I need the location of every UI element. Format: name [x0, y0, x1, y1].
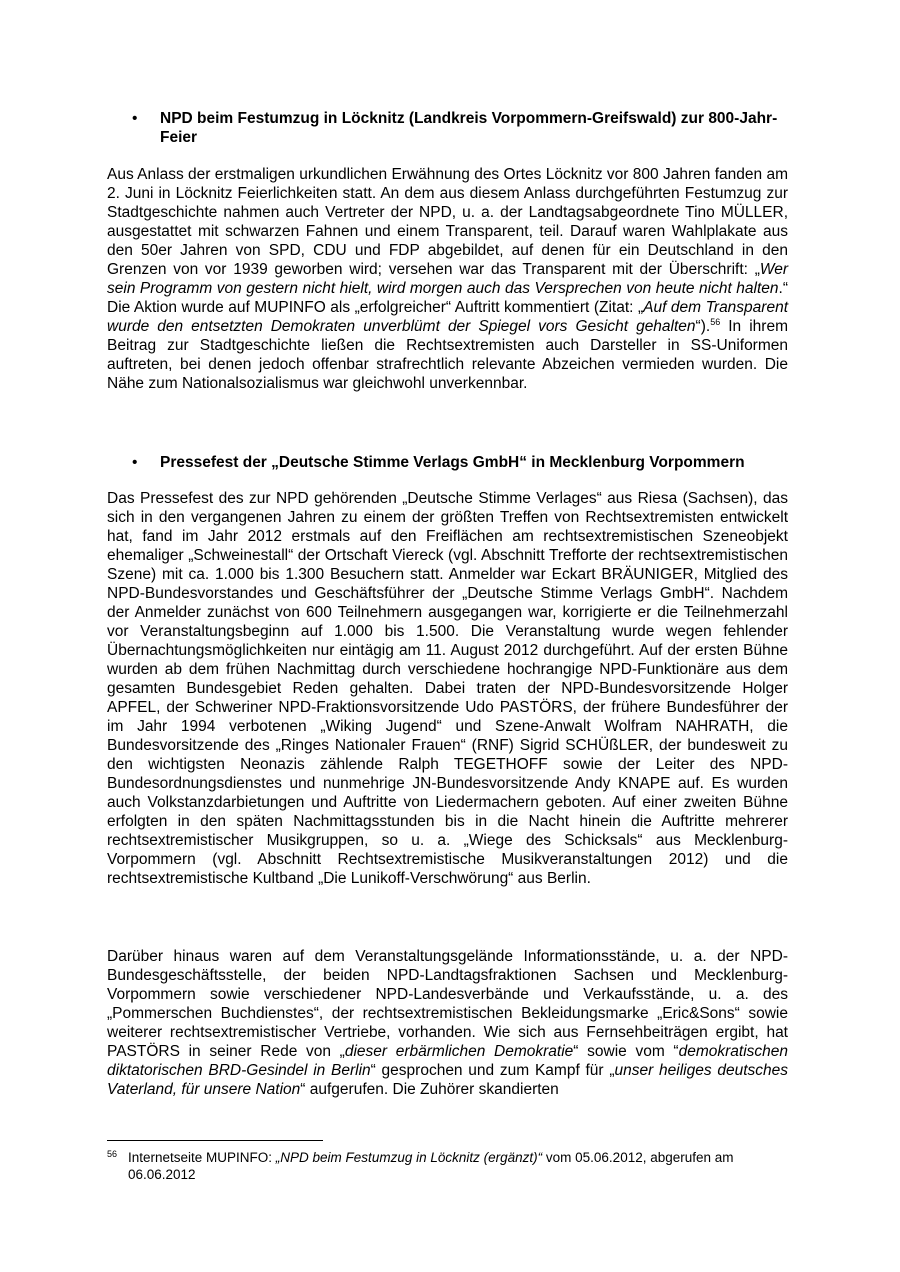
text-run: “). [695, 318, 711, 335]
quote-mupinfo: Auf dem Transparent wurde den entsetzten Demokraten unverblümt der Spiegel vors Gesicht gehalten [107, 299, 789, 335]
text-run: Darüber hinaus waren auf dem Veranstaltungsgelände Informationsstände, u. a. der NPD-Bundesgeschäftsstelle, der beiden NPD-Landtagsfraktionen Sachsen und Mecklenburg-Vorpommern sowie verschiedener NPD-Landesverbände und Verkaufsstände, u. a. des „Pommerschen Buchdienstes“, der rechtsextremistischen Bekleidungsmarke „Eric&Sons“ sowie weiterer rechtsextremistischer Vertriebe, vorhanden. Wie sich aus Fernsehbeiträgen ergibt, hat PASTÖRS in seiner Rede von „ [107, 948, 788, 1060]
paragraph-pressefest-2 [107, 947, 788, 1099]
quote: unser heiliges deutsches Vaterland, für unsere Nation [107, 1062, 788, 1098]
quote-banner: Wer sein Programm von gestern nicht hielt, wird morgen auch das Versprechen von heute nicht halten [107, 261, 788, 297]
quote: demokratischen diktatorischen BRD-Gesindel in Berlin [107, 1043, 788, 1079]
paragraph-loecknitz [107, 165, 788, 393]
text-run: “ aufgerufen. Die Zuhörer skandierten [300, 1081, 559, 1098]
text-run: Das Pressefest des zur NPD gehörenden „Deutsche Stimme Verlages“ aus Riesa (Sachsen), das sich in den vergangenen Jahren zu einem der größten Treffen von Rechtsextremisten entwickelt hat, fand im Jahr 2012 erstmals auf den Freiflächen am rechtsextremistischen Szeneobjekt ehemaliger „Schweinestall“ der Ortschaft Viereck (vgl. Abschnitt Trefforte der rechtsextremistischen Szene) mit ca. 1.000 bis 1.300 Besuchern statt. Anmelder war Eckart BRÄUNIGER, Mitglied des NPD-Bundesvorstandes und Geschäftsführer der „Deutsche Stimme Verlags GmbH“. Nachdem der Anmelder zunächst von 600 Teilnehmern ausgegangen war, korrigierte er die Teilnehmerzahl vor Veranstaltungsbeginn auf 1.000 bis 1.500. Die Veranstaltung wurde wegen fehlender Übernachtungsmöglichkeiten nur eintägig am 11. August 2012 durchgeführt. Auf der ersten Bühne wurden ab dem frühen Nachmittag durch verschiedene hochrangige NPD-Funktionäre aus dem gesamten Bundesgebiet Reden gehalten. Dabei traten der NPD-Bundesvorsitzende Holger APFEL, der Schweriner NPD-Fraktionsvorsitzende Udo PASTÖRS, der frühere Bundesführer der im Jahr 1994 verbotenen „Wiking Jugend“ und Szene-Anwalt Wolfram NAHRATH, die Bundesvorsitzende des „Ringes Nationaler Frauen“ (RNF) Sigrid SCHÜßLER, der bundesweit zu den wichtigsten Neonazis zählende Ralph TEGETHOFF sowie der Leiter des NPD-Bundesordnungsdienstes und nunmehrige JN-Bundesvorsitzende Andy KNAPE auf. Es wurden auch Volkstanzdarbietungen und Auftritte von Liedermachern geboten. Auf einer zweiten Bühne erfolgten in den späten Nachmittagsstunden bis in die Nacht hinein die Auftritte mehrerer rechtsextremistischer Musikgruppen, so u. a. „Wiege des Schicksals“ aus Mecklenburg-Vorpommern (vgl. Abschnitt Rechtsextremistische Musikveranstaltungen 2012) und die rechtsextremistische Kultband „Die Lunikoff-Verschwörung“ aus Berlin. [107, 490, 788, 887]
text-run: “ gesprochen und zum Kampf für „ [370, 1062, 615, 1079]
footnote-reference: 56 [710, 317, 721, 327]
heading-text: Pressefest der „Deutsche Stimme Verlags GmbH“ in Mecklenburg Vorpommern [160, 454, 745, 471]
section-heading-pressefest [132, 453, 792, 472]
footnote-56 [107, 1149, 788, 1183]
text-run: Aus Anlass der erstmaligen urkundlichen Erwähnung des Ortes Löcknitz vor 800 Jahren fanden am 2. Juni in Löcknitz Feierlichkeiten statt. An dem aus diesem Anlass durchgeführten Festumzug zur Stadtgeschichte nahmen auch Vertreter der NPD, u. a. der Landtagsabgeordnete Tino MÜLLER, ausgestattet mit schwarzen Fahnen und einem Transparent, teil. Darauf waren Wahlplakate aus den 50er Jahren von SPD, CDU und FDP abgebildet, auf denen für ein Deutschland in den Grenzen von vor 1939 geworben wird; versehen war das Transparent mit der Überschrift: „ [107, 166, 788, 278]
heading-text: NPD beim Festumzug in Löcknitz (Landkreis Vorpommern-Greifswald) zur 800-Jahr-Feier [160, 110, 778, 146]
text-run: In ihrem Beitrag zur Stadtgeschichte ließen die Rechtsextremisten auch Darsteller in SS-Uniformen auftreten, bei denen jedoch offenbar strafrechtlich relevante Abzeichen vermieden wurden. Die Nähe zum Nationalsozialismus war gleichwohl unverkennbar. [107, 318, 788, 392]
text-run: “ sowie vom “ [573, 1043, 679, 1060]
bullet: • [132, 110, 138, 127]
footnote-title: „NPD beim Festumzug in Löcknitz (ergänzt)“ [275, 1150, 543, 1165]
bullet: • [132, 454, 138, 471]
paragraph-pressefest-1 [107, 489, 788, 888]
footnote-text [128, 1149, 788, 1183]
footnote-number: 56 [107, 1149, 118, 1159]
text-run: .“ Die Aktion wurde auf MUPINFO als „erfolgreicher“ Auftritt kommentiert (Zitat: „ [107, 280, 788, 316]
section-heading-loecknitz [132, 109, 792, 147]
quote: dieser erbärmlichen Demokratie [344, 1043, 574, 1060]
footnote-suffix: vom 05.06.2012, abgerufen am 06.06.2012 [128, 1150, 734, 1182]
footnote-separator [107, 1140, 323, 1141]
footnote-prefix: Internetseite MUPINFO: [128, 1150, 276, 1165]
